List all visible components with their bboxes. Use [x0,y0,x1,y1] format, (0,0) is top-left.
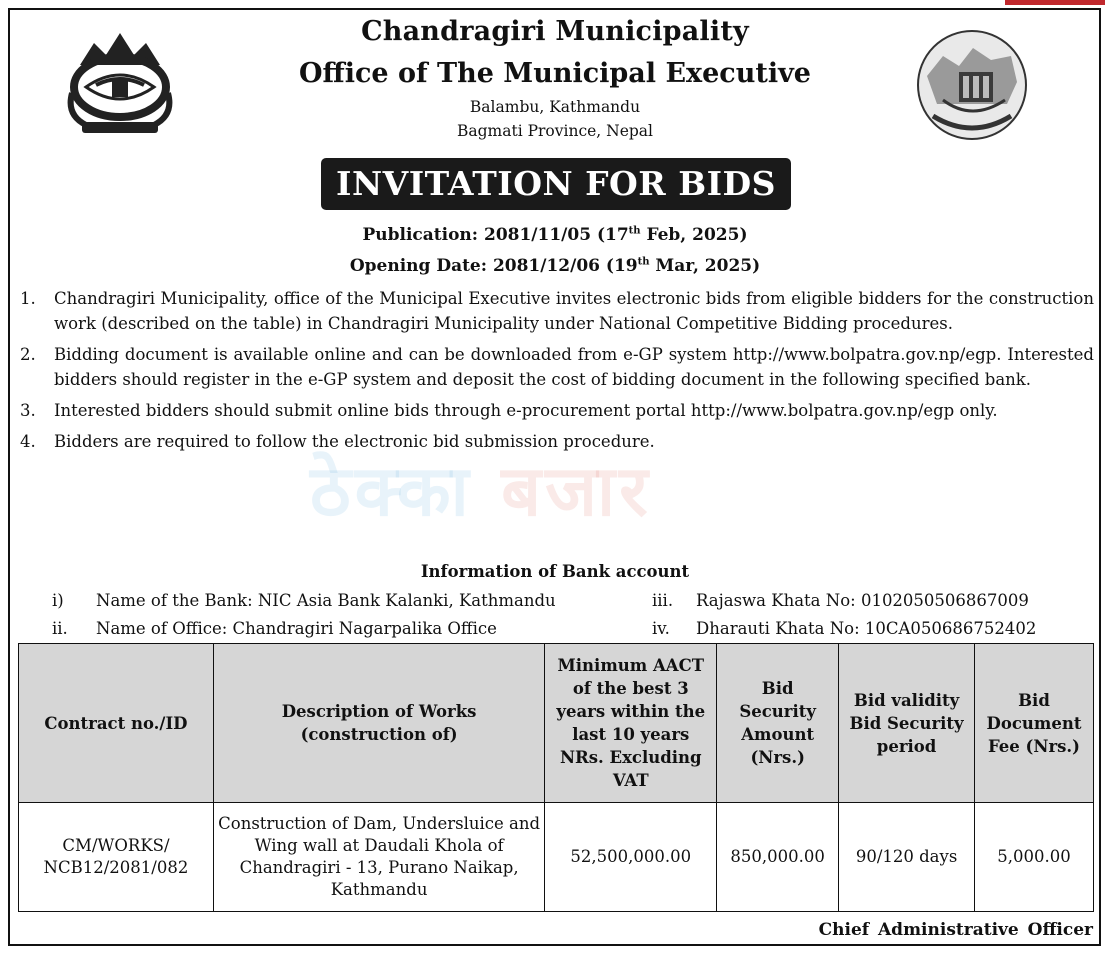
header-description: Description of Works (construction of) [213,644,544,803]
municipality-seal-logo [913,26,1031,144]
cell-document-fee: 5,000.00 [975,803,1094,912]
cell-contract-id: CM/WORKS/ NCB12/2081/082 [19,803,214,912]
office-name: Office of The Municipal Executive [299,58,811,89]
bank-info-title: Information of Bank account [420,562,690,581]
header-min-aact: Minimum AACT of the best 3 years within the last 10 years NRs. Excluding VAT [545,644,717,803]
header-document-fee: Bid Document Fee (Nrs.) [975,644,1094,803]
clause-item: 4. Bidders are required to follow the electronic bid submission procedure. [20,432,655,451]
office-name-row: ii. Name of Office: Chandragiri Nagarpalika Office [52,619,497,638]
clause-item: 1. Chandragiri Municipality, office of the Municipal Executive invites electronic bids from eligible bidders for the construction work (described on the table) in Chandragiri Municipality under National Competitive Bidding procedures. [20,289,1094,333]
address-line-1: Balambu, Kathmandu [469,98,641,116]
municipality-name: Chandragiri Municipality [361,16,749,47]
works-table [18,643,1094,912]
cell-min-aact: 52,500,000.00 [545,803,717,912]
cell-description: Construction of Dam, Undersluice and Wing wall at Daudali Khola of Chandragiri - 13, Purano Naikap, Kathmandu [213,803,544,912]
cell-bid-security: 850,000.00 [717,803,839,912]
header-bid-validity: Bid validity Bid Security period [839,644,975,803]
publication-date: Publication: 2081/11/05 (17th Feb, 2025) [362,225,748,245]
thekka-bazar-watermark: ठेक्का बजार [310,450,652,532]
cell-bid-validity: 90/120 days [839,803,975,912]
table-row [19,803,1094,912]
clause-item: 2. Bidding document is available online and can be downloaded from e-GP system http://www.bolpatra.gov.np/egp. Interested bidders should register in the e-GP system and deposit the cost of bidding document in the following specified bank. [20,345,1094,389]
clause-item: 3. Interested bidders should submit online bids through e-procurement portal http://www.bolpatra.gov.np/egp only. [20,401,998,420]
clause-list [20,286,1094,460]
header-bid-security: Bid Security Amount (Nrs.) [717,644,839,803]
header-contract-id: Contract no./ID [19,644,214,803]
top-accent-bar [1005,0,1105,5]
nepal-emblem-logo [56,25,184,143]
bank-name-row: i) Name of the Bank: NIC Asia Bank Kalanki, Kathmandu [52,591,556,610]
opening-date: Opening Date: 2081/12/06 (19th Mar, 2025) [349,256,761,276]
table-header-row [19,644,1094,803]
signatory-title: Chief Administrative Officer [818,920,1093,940]
dharauti-khata-row: iv. Dharauti Khata No: 10CA050686752402 [652,619,1037,638]
address-line-2: Bagmati Province, Nepal [456,122,654,140]
notice-title-banner: INVITATION FOR BIDS [321,158,791,210]
rajaswa-khata-row: iii. Rajaswa Khata No: 0102050506867009 [652,591,1029,610]
